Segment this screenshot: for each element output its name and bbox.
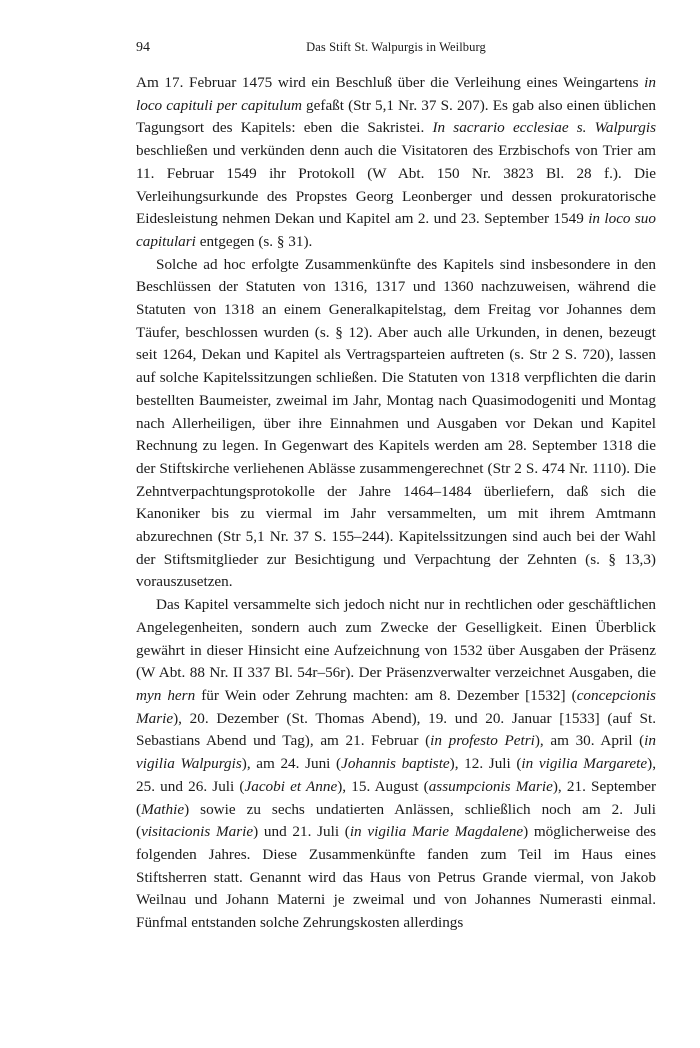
page-number: 94 bbox=[136, 40, 150, 55]
text-segment: ), 25. und 26. Juli ( bbox=[136, 755, 656, 795]
text-segment: ) und 21. Juli ( bbox=[253, 823, 350, 841]
text-segment: ), 15. August ( bbox=[337, 777, 429, 795]
text-segment: Das Kapitel versammelte sich jedoch nicht nur in rechtlichen oder geschäftlichen Angelegenheiten, sondern auch zum Zwecke der Geselligkeit. Einen Überblick gewährt in dieser Hinsicht eine Aufzeichnung von 1532 über Ausgaben der Präsenz (W Abt. 88 Nr. II 337 Bl. 54r–56r). Der Präsenzverwalter verzeichnet Ausgaben, die bbox=[136, 596, 656, 682]
text-segment: gefaßt (Str 5,1 Nr. 37 S. 207). Es gab also einen üblichen Tagungsort des Kapitels: eben die Sakristei. bbox=[136, 96, 656, 137]
paragraph bbox=[136, 72, 656, 254]
text-segment: ), am 30. April ( bbox=[534, 732, 645, 750]
running-title: Das Stift St. Walpurgis in Weilburg bbox=[306, 40, 486, 54]
latin-phrase: concepcionis Marie bbox=[136, 686, 656, 727]
text-segment: ) sowie zu sechs undatierten Anlässen, schließlich noch am 2. Juli ( bbox=[136, 800, 656, 841]
latin-phrase: Johannis baptiste bbox=[341, 755, 450, 773]
latin-phrase: Jacobi et Anne bbox=[244, 777, 338, 795]
body-text bbox=[136, 72, 656, 935]
page-header bbox=[136, 40, 656, 62]
latin-phrase: in vigilia Margarete bbox=[521, 755, 648, 773]
text-segment: ), 12. Juli ( bbox=[449, 755, 522, 773]
text-segment: für Wein oder Zehrung machten: am 8. Dezember [1532] ( bbox=[195, 686, 577, 704]
latin-phrase: Mathie bbox=[141, 800, 185, 818]
latin-phrase: in vigilia Marie Magdalene bbox=[349, 823, 524, 841]
latin-phrase: in loco capituli per capitulum bbox=[136, 74, 656, 114]
latin-phrase: in vigilia Walpurgis bbox=[136, 732, 656, 773]
text-segment: ), 20. Dezember (St. Thomas Abend), 19. und 20. Januar [1533] (auf St. Sebastians Abend und Tag), am 21. Februar ( bbox=[136, 709, 656, 750]
latin-phrase: In sacrario ecclesiae s. Walpurgis bbox=[432, 119, 656, 137]
latin-phrase: in profesto Petri bbox=[430, 732, 535, 750]
text-segment: beschließen und verkünden denn auch die Visitatoren des Erzbischofs von Trier am 11. Februar 1549 ihr Protokoll (W Abt. 150 Nr. 3823 Bl. 28 f.). Die Verleihungsurkunde des Propstes Georg Leonberger und dessen prokuratorische Eidesleistung nehmen Dekan und Kapitel am 2. und 23. September 1549 bbox=[136, 142, 656, 228]
latin-phrase: visitacionis Marie bbox=[141, 823, 254, 841]
latin-phrase: myn hern bbox=[136, 686, 196, 704]
text-segment: ) möglicherweise des folgenden Jahres. Diese Zusammenkünfte fanden zum Teil im Haus eines Stiftsherren statt. Genannt wird das Haus von Petrus Grande viermal, von Jakob Weilnau und Johann Materni je zweimal und von Johannes Numerasti einmal. Fünfmal entstanden solche Zehrungskosten allerdings bbox=[136, 823, 656, 932]
book-page bbox=[136, 40, 656, 935]
latin-phrase: in loco suo capitulari bbox=[136, 210, 656, 250]
latin-phrase: assumpcionis Marie bbox=[428, 777, 553, 795]
text-segment: Solche ad hoc erfolgte Zusammenkünfte des Kapitels sind insbesondere in den Beschlüssen der Statuten von 1316, 1317 und 1360 nachzuweisen, während die Statuten von 1318 an einem Generalkapitelstag, dem Freitag vor Johannes dem Täufer, beschlossen wurden (s. § 12). Aber auch alle Urkunden, in denen, bezeugt seit 1264, Dekan und Kapitel als Vertragsparteien auftreten (s. Str 2 S. 720), lassen auf solche Kapitelssitzungen schließen. Die Statuten von 1318 verpflichten die darin bestellten Baumeister, zweimal im Jahr, Montag nach Quasimodogeniti und Montag nach Allerheiligen, über ihre Einnahmen und Ausgaben vor Dekan und Kapitel Rechnung zu legen. In Gegenwart des Kapitels werden am 28. September 1318 die der Stiftskirche verliehenen Ablässe zusammengerechnet (Str 2 S. 474 Nr. 1110). Die Zehntverpachtungsprotokolle der Jahre 1464–1484 überliefern, daß sich die Kanoniker bis zu viermal im Jahr versammelten, um mit ihrem Amtmann abzurechnen (Str 5,1 Nr. 37 S. 155–244). Kapitelssitzungen sind auch bei der Wahl der Stiftsmitglieder zur Besichtigung und Verpachtung der Zehnten (s. § 13,3) vorauszusetzen. bbox=[136, 255, 656, 591]
text-segment: ), am 24. Juni ( bbox=[241, 755, 342, 773]
text-segment: ), 21. September ( bbox=[136, 777, 657, 818]
text-segment: Am 17. Februar 1475 wird ein Beschluß über die Verleihung eines Weingartens bbox=[136, 74, 645, 91]
paragraph bbox=[136, 254, 656, 595]
paragraph bbox=[136, 594, 656, 935]
text-segment: entgegen (s. § 31). bbox=[195, 232, 313, 250]
